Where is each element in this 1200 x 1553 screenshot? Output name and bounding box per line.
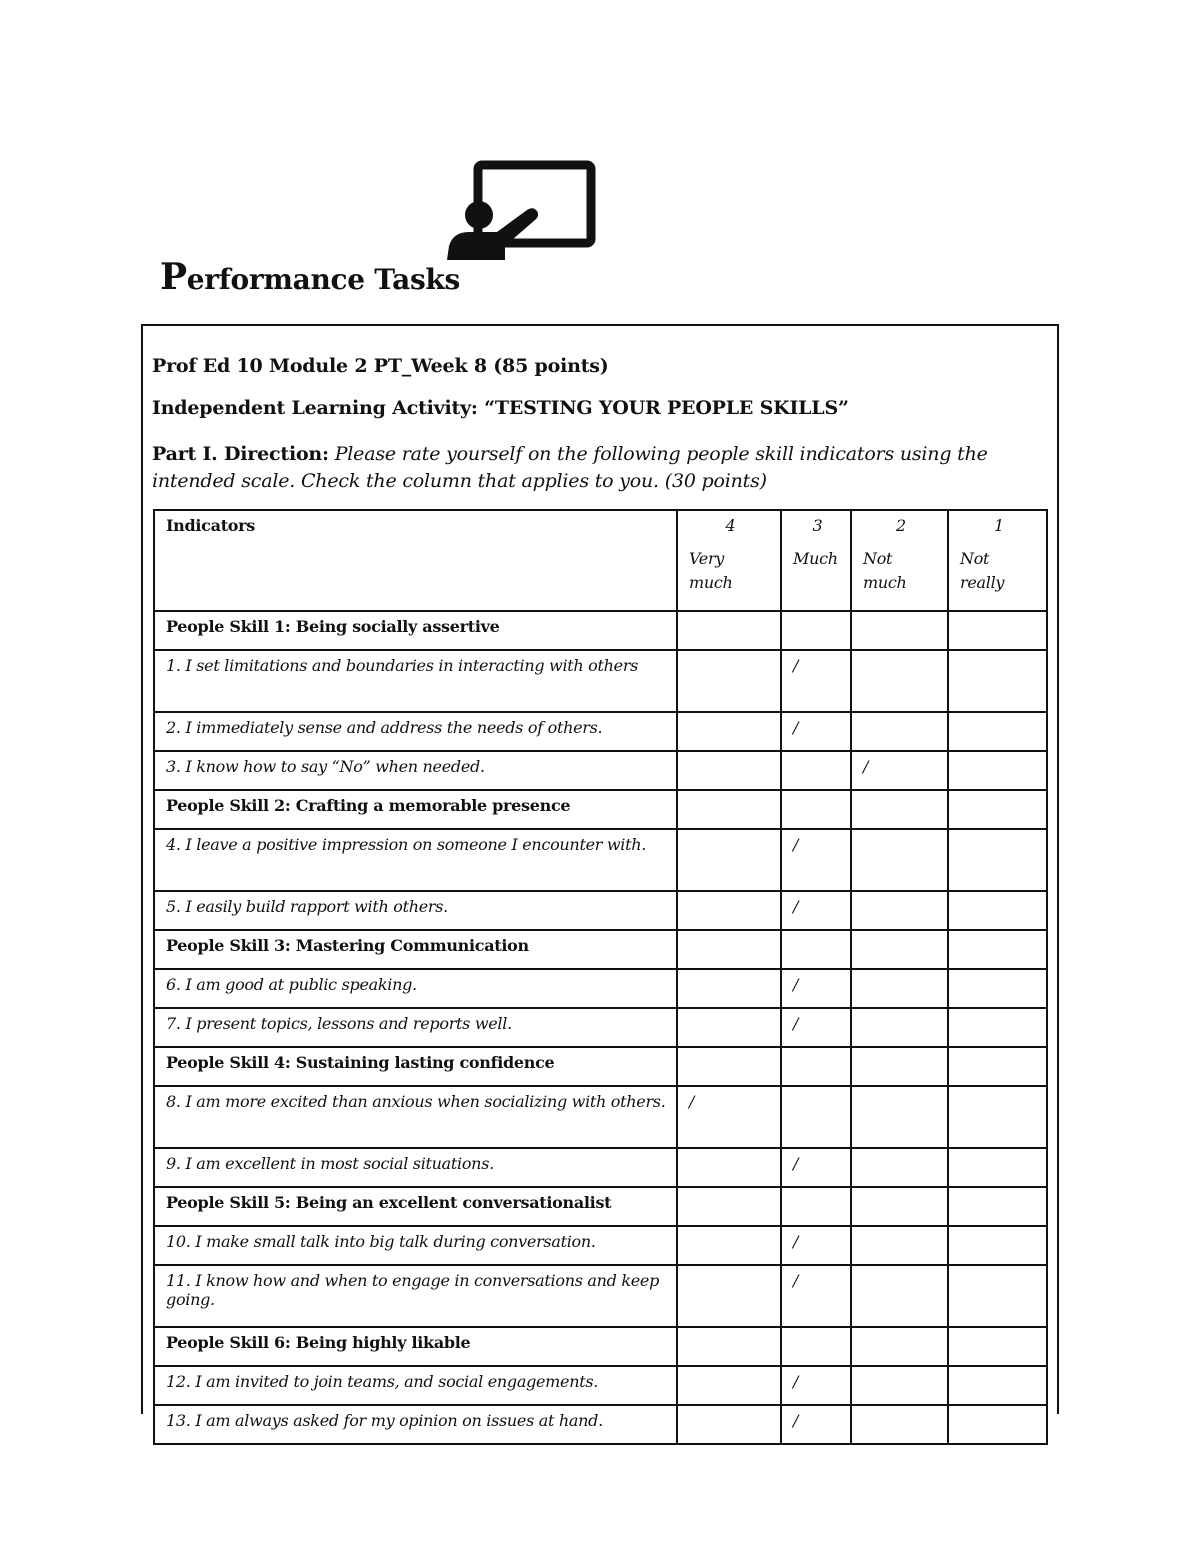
indicator-text: 9. I am excellent in most social situations. (154, 1148, 677, 1187)
rating-cell-3[interactable] (781, 1187, 851, 1226)
rating-cell-3[interactable] (781, 751, 851, 790)
rating-cell-1[interactable] (948, 650, 1047, 712)
rating-cell-4[interactable] (677, 1047, 781, 1086)
indicator-row (154, 1008, 1047, 1047)
rating-cell-2[interactable] (851, 1327, 948, 1366)
indicator-text: 12. I am invited to join teams, and social engagements. (154, 1366, 677, 1405)
skill-heading: People Skill 1: Being socially assertive (154, 611, 677, 650)
page-heading-first-letter: P (160, 256, 187, 298)
rating-cell-3[interactable]: / (781, 891, 851, 930)
activity-line (152, 397, 849, 419)
rating-cell-2[interactable]: / (851, 751, 948, 790)
scale-label: Very much (689, 549, 733, 592)
indicator-row (154, 1086, 1047, 1148)
skill-heading: People Skill 5: Being an excellent conversationalist (154, 1187, 677, 1226)
rating-cell-2[interactable] (851, 1148, 948, 1187)
skill-heading-row (154, 1327, 1047, 1366)
rating-cell-2[interactable] (851, 790, 948, 829)
indicator-text: 13. I am always asked for my opinion on issues at hand. (154, 1405, 677, 1444)
rating-cell-1[interactable] (948, 611, 1047, 650)
rating-cell-4[interactable] (677, 829, 781, 891)
rating-cell-2[interactable] (851, 1187, 948, 1226)
scale-number: 3 (812, 516, 823, 535)
rating-cell-3[interactable] (781, 611, 851, 650)
rating-cell-2[interactable] (851, 1265, 948, 1327)
scale-number: 2 (896, 516, 906, 535)
page-heading-rest: erformance Tasks (186, 263, 460, 296)
indicator-text: 6. I am good at public speaking. (154, 969, 677, 1008)
direction-label: Part I. Direction: (152, 443, 329, 465)
rating-cell-4[interactable] (677, 790, 781, 829)
indicator-text: 5. I easily build rapport with others. (154, 891, 677, 930)
skill-heading-row (154, 790, 1047, 829)
indicator-row (154, 1148, 1047, 1187)
indicators-header: Indicators (154, 510, 677, 611)
rating-cell-3[interactable] (781, 1047, 851, 1086)
rating-cell-1[interactable] (948, 1047, 1047, 1086)
indicator-text: 4. I leave a positive impression on someone I encounter with. (154, 829, 677, 891)
rating-cell-3[interactable] (781, 1086, 851, 1148)
rating-cell-4[interactable] (677, 611, 781, 650)
rating-cell-4[interactable] (677, 969, 781, 1008)
rating-cell-4[interactable] (677, 1008, 781, 1047)
module-title: Prof Ed 10 Module 2 PT_Week 8 (85 points) (152, 355, 609, 377)
indicator-text: 3. I know how to say “No” when needed. (154, 751, 677, 790)
rating-cell-3[interactable]: / (781, 1265, 851, 1327)
scale-number: 4 (725, 516, 736, 535)
rating-cell-1[interactable] (948, 1366, 1047, 1405)
rating-cell-2[interactable] (851, 891, 948, 930)
scale-label: Not really (960, 549, 1005, 592)
skill-heading-row (154, 611, 1047, 650)
rating-cell-3[interactable] (781, 1327, 851, 1366)
rating-cell-1[interactable] (948, 930, 1047, 969)
rating-cell-4[interactable] (677, 1405, 781, 1444)
rating-cell-3[interactable] (781, 790, 851, 829)
rating-cell-1[interactable] (948, 891, 1047, 930)
rating-cell-2[interactable] (851, 829, 948, 891)
table-header-row (154, 510, 1047, 611)
skill-heading: People Skill 6: Being highly likable (154, 1327, 677, 1366)
rating-cell-2[interactable] (851, 969, 948, 1008)
scale-header-2 (851, 510, 948, 611)
direction-text: Please rate yourself on the following people skill indicators using the intended scale. Check the column that applies to you. (30 points) (152, 443, 988, 492)
skill-heading: People Skill 4: Sustaining lasting confidence (154, 1047, 677, 1086)
indicator-row (154, 712, 1047, 751)
skill-heading: People Skill 2: Crafting a memorable presence (154, 790, 677, 829)
indicator-row (154, 1366, 1047, 1405)
indicator-row (154, 1265, 1047, 1327)
rating-cell-3[interactable]: / (781, 829, 851, 891)
rating-cell-2[interactable] (851, 611, 948, 650)
rating-cell-2[interactable] (851, 1405, 948, 1444)
scale-label: Not much (863, 549, 907, 592)
skill-heading-row (154, 1047, 1047, 1086)
skill-heading-row (154, 930, 1047, 969)
rating-cell-4[interactable] (677, 930, 781, 969)
rating-cell-4[interactable] (677, 650, 781, 712)
rating-cell-4[interactable] (677, 1366, 781, 1405)
rating-cell-2[interactable] (851, 1366, 948, 1405)
rating-cell-3[interactable]: / (781, 1405, 851, 1444)
rating-cell-2[interactable] (851, 650, 948, 712)
indicator-row (154, 969, 1047, 1008)
rating-cell-1[interactable] (948, 1008, 1047, 1047)
scale-header-3 (781, 510, 851, 611)
rating-cell-3[interactable]: / (781, 1008, 851, 1047)
scale-label: Much (793, 549, 838, 568)
rating-cell-3[interactable]: / (781, 1226, 851, 1265)
rating-cell-1[interactable] (948, 1148, 1047, 1187)
rating-table (153, 509, 1048, 1445)
indicator-text: 10. I make small talk into big talk during conversation. (154, 1226, 677, 1265)
indicator-row (154, 650, 1047, 712)
indicator-row (154, 1405, 1047, 1444)
indicator-text: 8. I am more excited than anxious when socializing with others. (154, 1086, 677, 1148)
rating-cell-2[interactable] (851, 1047, 948, 1086)
rating-cell-2[interactable] (851, 712, 948, 751)
rating-cell-4[interactable] (677, 751, 781, 790)
rating-cell-4[interactable] (677, 891, 781, 930)
rating-cell-2[interactable] (851, 930, 948, 969)
rating-cell-3[interactable]: / (781, 1148, 851, 1187)
scale-header-4 (677, 510, 781, 611)
rating-cell-1[interactable] (948, 829, 1047, 891)
rating-cell-3[interactable]: / (781, 1366, 851, 1405)
indicator-row (154, 1226, 1047, 1265)
scale-header-1 (948, 510, 1047, 611)
rating-cell-4[interactable] (677, 712, 781, 751)
rating-cell-1[interactable] (948, 790, 1047, 829)
indicator-row (154, 751, 1047, 790)
rating-cell-3[interactable] (781, 930, 851, 969)
rating-cell-4[interactable] (677, 1148, 781, 1187)
rating-cell-3[interactable]: / (781, 969, 851, 1008)
rating-cell-1[interactable] (948, 1187, 1047, 1226)
indicator-text: 7. I present topics, lessons and reports well. (154, 1008, 677, 1047)
direction-line (152, 441, 1032, 495)
skill-heading: People Skill 3: Mastering Communication (154, 930, 677, 969)
indicator-text: 1. I set limitations and boundaries in interacting with others (154, 650, 677, 712)
rating-cell-1[interactable] (948, 751, 1047, 790)
rating-cell-4[interactable] (677, 1265, 781, 1327)
rating-cell-1[interactable] (948, 712, 1047, 751)
page-heading (160, 256, 460, 298)
rating-cell-3[interactable]: / (781, 712, 851, 751)
rating-cell-1[interactable] (948, 1405, 1047, 1444)
scale-number: 1 (994, 516, 1004, 535)
indicator-row (154, 829, 1047, 891)
rating-cell-2[interactable] (851, 1008, 948, 1047)
skill-heading-row (154, 1187, 1047, 1226)
rating-cell-1[interactable] (948, 1086, 1047, 1148)
rating-cell-4[interactable]: / (677, 1086, 781, 1148)
rating-cell-1[interactable] (948, 1226, 1047, 1265)
rating-cell-3[interactable]: / (781, 650, 851, 712)
rating-cell-1[interactable] (948, 1327, 1047, 1366)
rating-cell-2[interactable] (851, 1226, 948, 1265)
activity-label: Independent Learning Activity: (152, 397, 478, 419)
indicator-text: 11. I know how and when to engage in conversations and keep going. (154, 1265, 677, 1327)
teacher-presentation-icon (445, 160, 597, 262)
rating-cell-2[interactable] (851, 1086, 948, 1148)
indicator-row (154, 891, 1047, 930)
rating-cell-4[interactable] (677, 1226, 781, 1265)
rating-cell-1[interactable] (948, 1265, 1047, 1327)
rating-cell-4[interactable] (677, 1187, 781, 1226)
activity-name: “TESTING YOUR PEOPLE SKILLS” (477, 397, 849, 419)
rating-cell-1[interactable] (948, 969, 1047, 1008)
rating-cell-4[interactable] (677, 1327, 781, 1366)
indicator-text: 2. I immediately sense and address the needs of others. (154, 712, 677, 751)
